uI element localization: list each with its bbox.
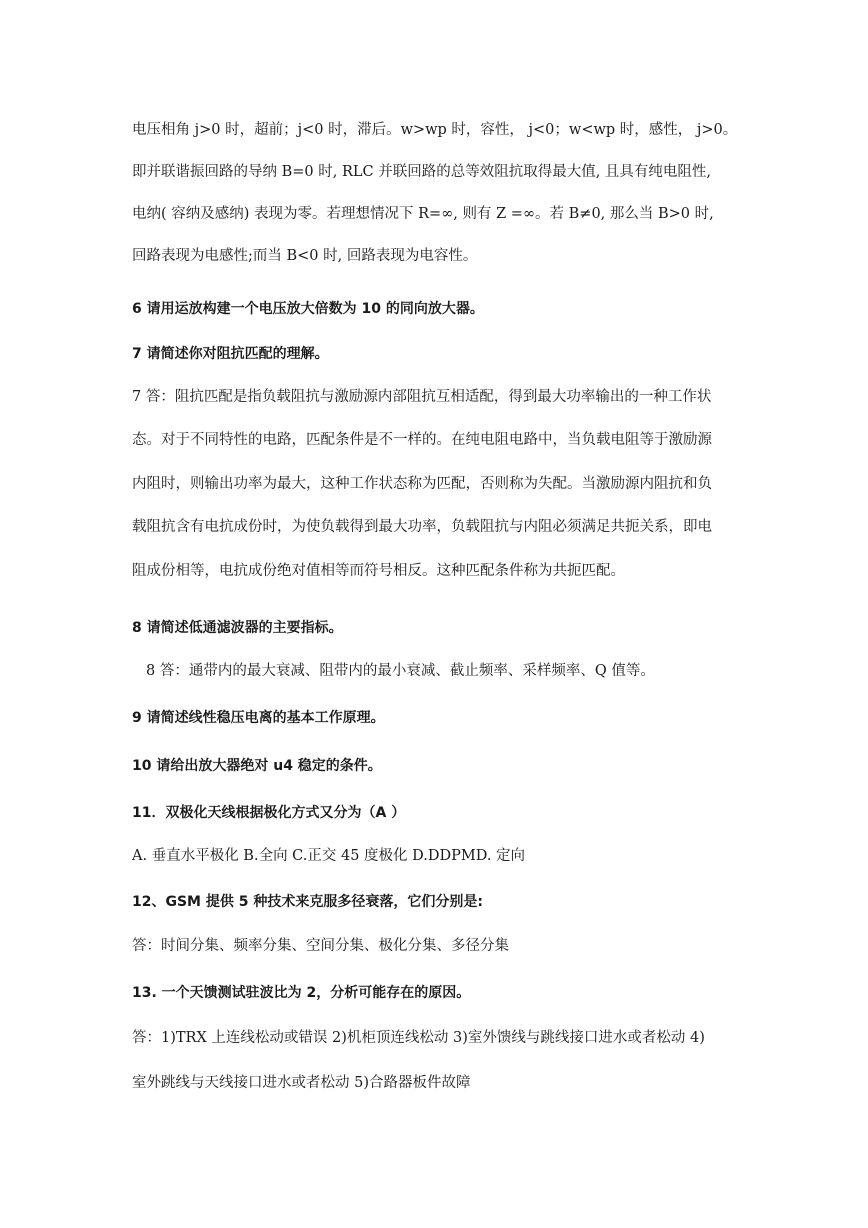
question-6: 6 请用运放构建一个电压放大倍数为 10 的同向放大器。	[132, 301, 484, 317]
text-line: 回路表现为电感性;而当 B<0 时, 回路表现为电容性。	[132, 248, 478, 264]
question-9: 9 请简述线性稳压电离的基本工作原理。	[132, 710, 385, 726]
question-10: 10 请给出放大器绝对 u4 稳定的条件。	[132, 758, 382, 774]
text-line: 即并联谐振回路的导纳 B=0 时, RLC 并联回路的总等效阻抗取得最大值, 且具有纯电阻性,	[132, 164, 712, 180]
question-13: 13. 一个天馈测试驻波比为 2，分析可能存在的原因。	[132, 985, 471, 1001]
text-line: 电压相角 j>0 时，超前；j<0 时，滞后。w>wp 时，容性， j<0；w<wp 时，感性， j>0。	[132, 122, 738, 138]
text-line: 电纳( 容纳及感纳) 表现为零。若理想情况下 R=∞, 则有 Z =∞。若 B≠0, 那么当 B>0 时,	[132, 206, 714, 222]
answer-8: 8 答：通带内的最大衰减、阻带内的最小衰减、截止频率、采样频率、Q 值等。	[146, 663, 655, 679]
answer-7-line: 载阻抗含有电抗成份时，为使负载得到最大功率，负载阻抗与内阻必须满足共扼关系，即电	[132, 519, 712, 535]
answer-7-line: 阻成份相等，电抗成份绝对值相等而符号相反。这种匹配条件称为共扼匹配。	[132, 563, 625, 579]
answer-7-line: 7 答：阻抗匹配是指负载阻抗与激励源内部阻抗互相适配，得到最大功率输出的一种工作状	[132, 389, 712, 405]
answer-13-line: 室外跳线与天线接口进水或者松动 5)合路器板件故障	[132, 1075, 471, 1091]
options-11: A. 垂直水平极化 B.全向 C.正交 45 度极化 D.DDPMD. 定向	[132, 848, 526, 864]
answer-12: 答：时间分集、频率分集、空间分集、极化分集、多径分集	[132, 938, 509, 954]
answer-7-line: 内阻时，则输出功率为最大，这种工作状态称为匹配，否则称为失配。当激励源内阻抗和负	[132, 476, 712, 492]
answer-7-line: 态。对于不同特性的电路，匹配条件是不一样的。在纯电阻电路中，当负载电阻等于激励源	[132, 432, 712, 448]
question-12: 12、GSM 提供 5 种技术来克服多径衰落，它们分别是:	[132, 894, 483, 910]
question-11: 11．双极化天线根据极化方式又分为（A ）	[132, 805, 406, 821]
question-7: 7 请简述你对阻抗匹配的理解。	[132, 346, 329, 362]
question-8: 8 请简述低通滤波器的主要指标。	[132, 620, 343, 636]
answer-13-line: 答：1)TRX 上连线松动或错误 2)机柜顶连线松动 3)室外馈线与跳线接口进水或者松动 4)	[132, 1030, 705, 1046]
